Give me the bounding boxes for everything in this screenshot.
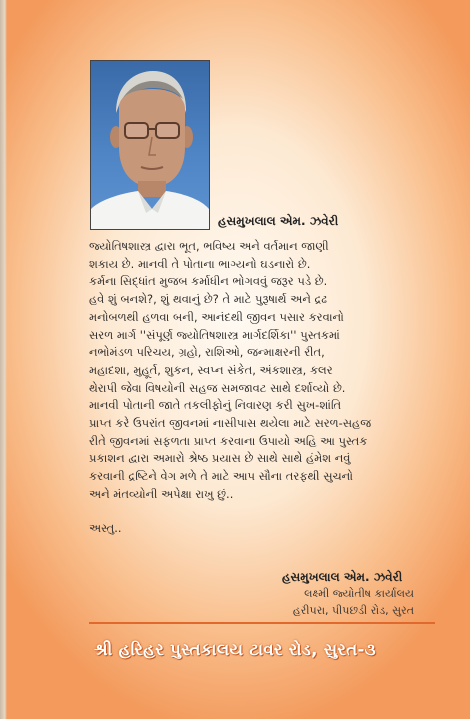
body-line: નભોમંડળ પરિચય, ગ્રહો, રાશિઓ, જન્માક્ષરની રીત, bbox=[89, 345, 325, 360]
body-line: મહાદશા, મુહૂર્ત, શુકન, સ્વપ્ન સંકેત, અંકશાસ્ત્ર, કલર bbox=[89, 362, 333, 377]
body-line: કર્મના સિદ્ધાંત મુજબ કર્માધીન ભોગવવું જરૂર પડે છે. bbox=[89, 274, 328, 289]
body-line: હવે શું બનશે?, શું થવાનું છે? તે માટે પુરૂષાર્થ અને દ્રઢ bbox=[89, 292, 328, 307]
book-spine-edge bbox=[0, 0, 7, 719]
body-line: કરવાની દ્રષ્ટિને વેગ મળે તે માટે આપ સૌના તરફથી સુચનો bbox=[89, 469, 354, 484]
signature-name: હસમુખલાલ એમ. ઝવેરી bbox=[282, 570, 403, 584]
body-line: પ્રાપ્ત કરે ઉપરાંત જીવનમાં નાસીપાસ થયેલા માટે સરળ-સહજ bbox=[89, 416, 372, 431]
author-portrait-image bbox=[91, 61, 209, 229]
body-line: માનવી પોતાની જાતે તકલીફોનું નિવારણ કરી સુખ-શાંતિ bbox=[89, 398, 342, 413]
body-paragraph bbox=[89, 238, 434, 504]
closing-word: અસ્તુ.. bbox=[89, 521, 122, 535]
body-line: શકાય છે. માનવી તે પોતાના ભાગ્યનો ઘડનારો છે. bbox=[89, 256, 311, 271]
body-line: રીતે જીવનમાં સફળતા પ્રાપ્ત કરવાના ઉપાયો અહિ આ પુસ્તક bbox=[89, 433, 368, 448]
body-line: પ્રકાશન દ્વારા અમારો શ્રેષ્ઠ પ્રયાસ છે સાથે સાથે હંમેશ નવું bbox=[89, 451, 351, 466]
body-line: અને મંતવ્યોની અપેક્ષા રાખુ છું.. bbox=[89, 486, 234, 501]
signature-office: લક્ષ્મી જ્યોતીષ કાર્યાલય bbox=[304, 587, 414, 600]
divider-rule bbox=[89, 622, 435, 624]
body-line: જ્યોતિષશાસ્ત્ર દ્વારા ભૂત, ભવિષ્ય અને વર્તમાન જાણી bbox=[89, 239, 329, 253]
body-line: મનોબળથી હળવા બની, આનંદથી જીવન પસાર કરવાનો bbox=[89, 309, 344, 324]
body-line: થેરાપી જેવા વિષયોની સહજ સમજાવટ સાથે દર્શાવ્યો છે. bbox=[89, 380, 346, 395]
publisher-footer: શ્રી હરિહર પુસ્તકાલય ટાવર રોડ, સુરત-૩ bbox=[94, 640, 376, 659]
author-photo bbox=[90, 60, 210, 230]
signature-address: હરીપરા, પીપછડી રોડ, સુરત bbox=[292, 604, 414, 617]
author-name-caption: હસમુખલાલ એમ. ઝવેરી bbox=[218, 214, 339, 228]
body-line: સરળ માર્ગ ''સંપૂર્ણ જ્યોતિષશાસ્ત્ર માર્ગદર્શિકા'' પુસ્તકમાં bbox=[89, 327, 340, 342]
